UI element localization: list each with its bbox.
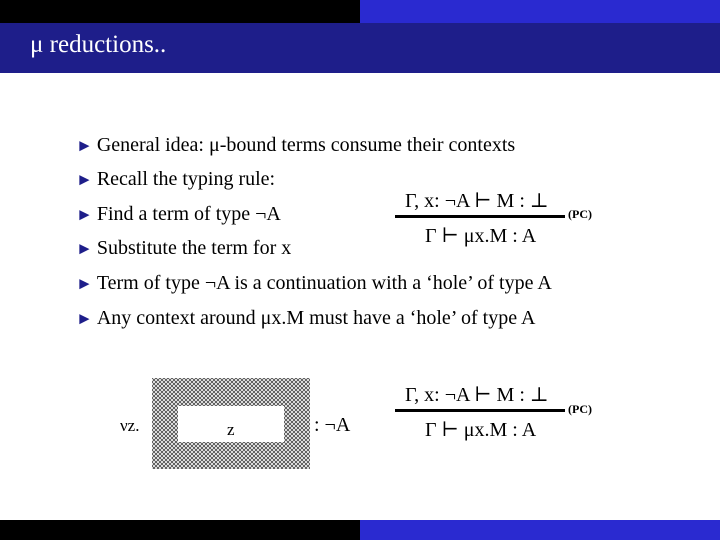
rule2-conclusion: Γ ⊢ μx.M : A <box>425 419 537 441</box>
bullet-text: Any context around μx.M must have a ‘hole’ of type A <box>96 307 536 329</box>
top-bar-blue <box>360 0 720 23</box>
bullet-arrow-icon: ► <box>76 205 93 224</box>
bullet-text: Substitute the term for x <box>96 237 292 259</box>
bullet-arrow-icon: ► <box>76 136 93 155</box>
context-binder: νz. <box>120 416 140 435</box>
bullet-continuation <box>76 272 552 295</box>
rule2-label: (PC) <box>568 402 592 416</box>
bullet-general-idea <box>76 134 515 157</box>
rule2-inference-line <box>395 409 565 412</box>
rule1-inference-line <box>395 215 565 218</box>
context-hole-variable: z <box>227 420 235 439</box>
rule1-premise: Γ, x: ¬A ⊢ M : ⊥ <box>405 190 549 212</box>
slide-title: μ reductions.. <box>30 31 167 58</box>
bullet-arrow-icon: ► <box>76 274 93 293</box>
bullet-text: Term of type ¬A is a continuation with a ‘hole’ of type A <box>96 272 552 294</box>
bullet-text: General idea: μ-bound terms consume their contexts <box>96 134 516 156</box>
bullet-text: Recall the typing rule: <box>96 168 276 190</box>
top-bar-dark <box>0 0 360 23</box>
bullet-arrow-icon: ► <box>76 239 93 258</box>
bullet-substitute <box>76 237 291 260</box>
bullet-arrow-icon: ► <box>76 170 93 189</box>
title-bar <box>0 23 720 73</box>
bullet-recall-rule <box>76 168 275 191</box>
rule2-premise: Γ, x: ¬A ⊢ M : ⊥ <box>405 384 549 406</box>
bottom-bar-dark <box>0 520 360 540</box>
rule1-label: (PC) <box>568 207 592 221</box>
bullet-context-hole <box>76 307 535 330</box>
bottom-bar-blue <box>360 520 720 540</box>
rule1-conclusion: Γ ⊢ μx.M : A <box>425 225 537 247</box>
context-type: : ¬A <box>314 414 351 436</box>
bullet-text: Find a term of type ¬A <box>96 203 281 225</box>
bullet-arrow-icon: ► <box>76 309 93 328</box>
bullet-find-term <box>76 203 281 226</box>
